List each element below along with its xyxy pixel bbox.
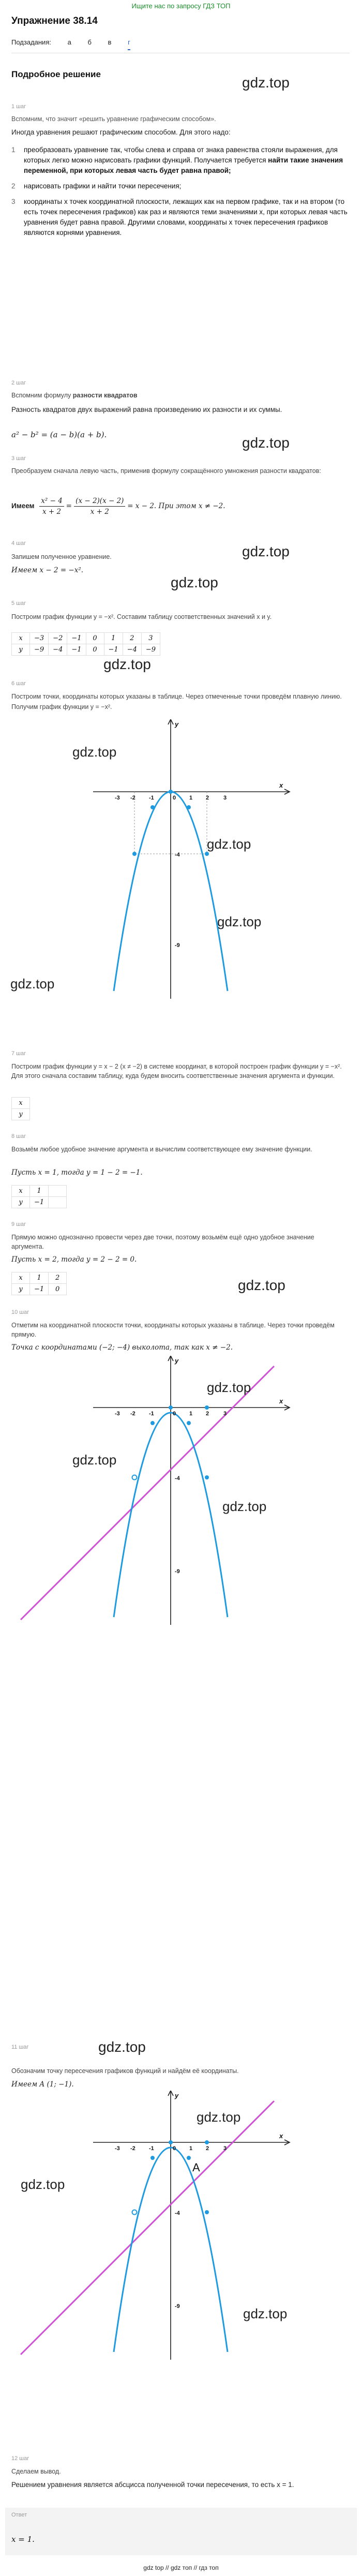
formula: Имеем $\frac{\text{x² − 4}}{x + 2}$ = $\frac{(x - 2)(x - 2)}{x + 2}$ = x − 2. При этом x ≠ −2. [11, 497, 225, 516]
step-text: Сделаем вывод. [11, 2468, 61, 2475]
step-text: Отметим на координатной плоскости точки, координаты которых указаны в таблице. Через точки проведём прямую. [11, 1322, 335, 1338]
step-text: Построим график функции y = −x². Составим таблицу соответственных значений x и y. [11, 613, 272, 620]
watermark: gdz.top [207, 836, 251, 852]
subtask-tabs-label: Подзадания: [11, 38, 51, 46]
watermark: gdz.top [10, 976, 55, 991]
watermark: gdz.top [242, 543, 290, 559]
step-text: Вспомним формулу разности квадратов [11, 392, 138, 399]
step-text: Иногда уравнения решают графическим способом. Для этого надо: [11, 128, 231, 136]
step-label: 10 шаг [11, 1309, 29, 1315]
values-table: x 1 2 y −1 0 [11, 1272, 67, 1295]
svg-text:0: 0 [173, 1411, 176, 1417]
answer-label: Ответ [11, 2512, 27, 2518]
point-a-label: A [192, 2161, 200, 2174]
values-table: x −3 −2 −1 0 1 2 3 y −9 −4 −1 0 −1 −4 −9 [11, 632, 160, 656]
line-y-x-minus-2 [21, 1366, 274, 1620]
svg-text:-9: -9 [175, 2303, 180, 2309]
svg-text:-3: -3 [115, 2145, 120, 2152]
punctured-point [132, 1475, 137, 1480]
answer-value: x = 1. [11, 2535, 35, 2544]
watermark: gdz.top [242, 75, 290, 91]
step-label: 5 шаг [11, 600, 26, 606]
svg-text:-4: -4 [175, 852, 180, 858]
watermark: gdz.top [98, 2039, 146, 2055]
step-text: Пусть x = 2, тогда y = 2 − 2 = 0. [11, 1255, 137, 1264]
tab-g[interactable]: г [128, 38, 130, 50]
tab-b[interactable]: б [87, 38, 92, 46]
step-label: 9 шаг [11, 1221, 26, 1227]
step-label: 7 шаг [11, 1050, 26, 1057]
svg-text:-4: -4 [175, 1475, 180, 1482]
formula: a² − b² = (a − b)(a + b). [11, 430, 107, 439]
parabola-graph [0, 719, 362, 1030]
svg-text:3: 3 [223, 795, 227, 801]
svg-text:0: 0 [173, 795, 176, 801]
svg-text:1: 1 [189, 1411, 193, 1417]
step-label: 3 шаг [11, 455, 26, 462]
svg-text:-9: -9 [175, 1568, 180, 1575]
watermark: gdz.top [222, 1499, 267, 1514]
values-table: x y [11, 1097, 30, 1120]
svg-text:-2: -2 [130, 795, 135, 801]
list-item: нарисовать графики и найти точки пересечения; [24, 182, 182, 190]
step-text: Решением уравнения является абсцисса полученной точки пересечения, то есть x = 1. [11, 2481, 294, 2489]
watermark: gdz.top [207, 1380, 251, 1395]
svg-text:-2: -2 [130, 2145, 135, 2152]
watermark: gdz.top [72, 744, 117, 760]
svg-text:y: y [175, 1357, 179, 1365]
svg-text:1: 1 [189, 2145, 193, 2152]
svg-text:-1: -1 [149, 2145, 154, 2152]
watermark: gdz.top [103, 656, 151, 672]
step-text: Возьмём любое удобное значение аргумента и вычислим соответствующее ему значение функции. [11, 1146, 312, 1153]
punctured-point [132, 2210, 137, 2215]
svg-text:-9: -9 [175, 942, 180, 949]
svg-text:2: 2 [206, 1411, 209, 1417]
watermark: gdz.top [243, 2306, 288, 2321]
section-title: Подробное решение [11, 69, 101, 79]
watermark: gdz.top [217, 914, 262, 929]
svg-text:-3: -3 [115, 1411, 120, 1417]
step-text: Запишем полученное уравнение. [11, 553, 112, 560]
watermark: gdz.top [171, 574, 218, 590]
svg-text:-1: -1 [149, 795, 154, 801]
step-label: 12 шаг [11, 2455, 29, 2462]
step-text: Имеем A (1; −1). [11, 2080, 74, 2089]
svg-text:-1: -1 [149, 1411, 154, 1417]
step-text: Построим график функции y = x − 2 (x ≠ −2) в системе координат, в которой построен график функции y = −x². Для этого сначала составим таблицу, куда будем вносить соответственные значения аргумента и функции. [11, 1063, 342, 1079]
step-label: 4 шаг [11, 540, 26, 546]
step-label: 6 шаг [11, 680, 26, 687]
step-text: Преобразуем сначала левую часть, применив формулу сокращённого умножения разности квадратов: [11, 467, 321, 475]
svg-text:-2: -2 [130, 1411, 135, 1417]
step-text: Пусть x = 1, тогда y = 1 − 2 = −1. [11, 1168, 143, 1177]
watermark: gdz.top [72, 1452, 117, 1468]
step-label: 11 шаг [11, 2044, 29, 2050]
svg-text:-3: -3 [115, 795, 120, 801]
answer-box [5, 2508, 357, 2555]
watermark: gdz.top [242, 435, 290, 451]
watermark: gdz.top [21, 2177, 65, 2192]
step-label: 1 шаг [11, 103, 26, 110]
step-label: 2 шаг [11, 380, 26, 386]
step-text: Обозначим точку пересечения графиков функций и найдём её координаты. [11, 2067, 239, 2075]
svg-text:2: 2 [206, 2145, 209, 2152]
tab-v[interactable]: в [108, 38, 112, 46]
list-item: координаты x точек координатной плоскости, лежащих как на первом графике, так и на втором (то есть точек пересечения графиков) как раз и являются теми значениями x, при которых левая часть уравнения будет равна правой. Другими словами, координаты x точек пересечения графиков являются корнями уравнения. [24, 198, 348, 236]
step-text: Построим точки, координаты которых указаны в таблице. Через отмеченные точки проведём плавную линию. Получим график функции y = −x². [11, 693, 342, 710]
svg-text:2: 2 [206, 795, 209, 801]
tab-a[interactable]: а [67, 38, 71, 46]
subtask-tabs [11, 38, 145, 46]
graph-intersection [0, 2091, 362, 2380]
svg-text:x: x [279, 1397, 283, 1405]
page-title: Упражнение 38.14 [11, 16, 98, 26]
svg-text:3: 3 [223, 1411, 227, 1417]
svg-text:x: x [279, 781, 283, 789]
axes [93, 719, 290, 999]
line-y-x-minus-2 [21, 2101, 274, 2355]
step-text: Прямую можно однозначно провести через две точки, поэтому возьмём ещё одно удобное значение аргумента. [11, 1234, 314, 1250]
values-table: x 1 y −1 [11, 1185, 67, 1208]
svg-text:y: y [175, 2092, 179, 2099]
svg-text:y: y [175, 720, 179, 728]
top-search-link[interactable]: Ищите нас по запросу ГДЗ ТОП [131, 2, 231, 10]
svg-text:-4: -4 [175, 2210, 180, 2216]
footer: gdz top // gdz топ // гдз топ [143, 2564, 219, 2571]
list-item: преобразовать уравнение так, чтобы слева и справа от знака равенства стояли выражения, для которых легко можно нарисовать графики функций. Получается требуется найти такие значения переменной, при которых левая часть будет равна правой; [24, 146, 343, 174]
watermark: gdz.top [238, 1277, 285, 1293]
step-text: Разность квадратов двух выражений равна произведению их разности и их суммы. [11, 406, 282, 413]
graph-parabola-line [0, 1356, 362, 1666]
step-label: 8 шаг [11, 1133, 26, 1139]
watermark: gdz.top [197, 2109, 241, 2125]
formula: Имеем x − 2 = −x². [11, 566, 84, 574]
svg-text:1: 1 [189, 795, 193, 801]
step-text: Вспомним, что значит «решить уравнение графическим способом». [11, 115, 216, 123]
svg-text:x: x [279, 2132, 283, 2140]
svg-text:3: 3 [223, 2145, 227, 2152]
svg-text:0: 0 [173, 2145, 176, 2152]
step-text: Точка с координатами (−2; −4) выколота, так как x ≠ −2. [11, 1343, 233, 1352]
